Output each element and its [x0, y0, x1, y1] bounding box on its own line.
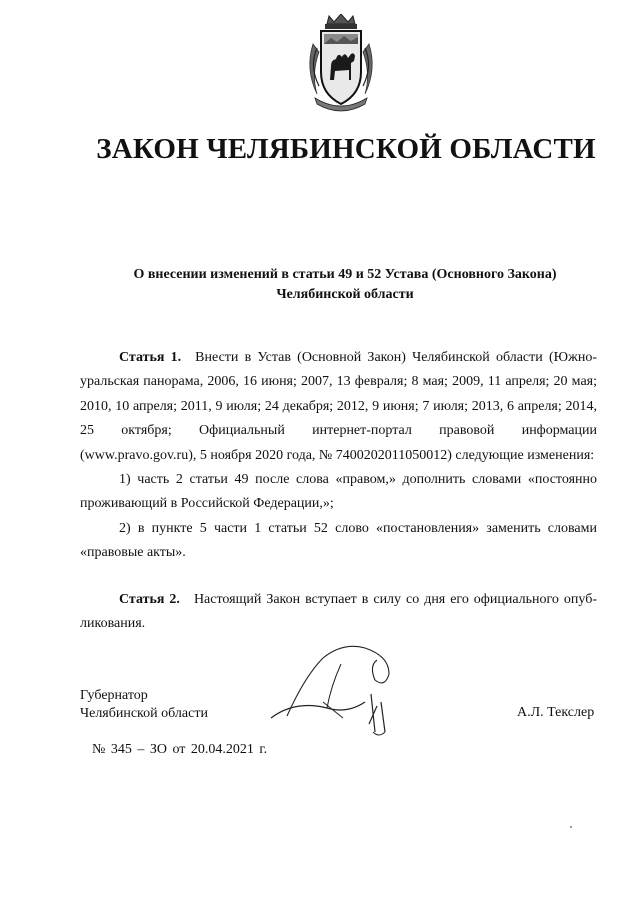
article-1 [80, 346, 597, 566]
signer-name: А.Л. Текслер [517, 705, 595, 720]
law-title: ЗАКОН ЧЕЛЯБИНСКОЙ ОБЛАСТИ [96, 133, 596, 165]
governor-line-2: Челябинской области [80, 706, 208, 721]
article-2-text: Настоящий Закон вступает в силу со дня его официального опуб-ликования. [80, 592, 597, 632]
article-2 [80, 588, 597, 637]
signature-icon [265, 636, 405, 746]
document-number: № 345 – ЗО от 20.04.2021 г. [92, 742, 268, 757]
article-1-intro [80, 346, 597, 468]
scan-speck [570, 826, 572, 828]
article-1-item-1: 1) часть 2 статьи 49 после слова «правом,» дополнить словами «постоянно проживающий в Российской Федерации,»; [80, 472, 597, 512]
subject-line-2: Челябинской области [276, 287, 414, 302]
law-subject [80, 265, 610, 305]
article-1-item-2: 2) в пункте 5 части 1 статьи 52 слово «постановления» заменить словами «правовые акты». [80, 520, 597, 561]
article-1-intro-text: Внести в Устав (Основной Закон) Челябинской области (Южно-уральская панорама, 2006, 16 июня; 2007, 13 февраля; 8 мая; 2009, 11 апреля; 20 мая; 2010, 10 апреля; 2011, 9 июля; 24 декабря; 2012, 9 июня; 7 июля; 2013, 6 апреля; 2014, 25 октября; Официальный интернет-портал правовой информации (www.pravo.gov.ru), 5 ноября 2020 года, № 7400202011050012) следующие изменения: [80, 350, 598, 463]
subject-line-1: О внесении изменений в статьи 49 и 52 Устава (Основного Закона) [133, 267, 557, 282]
article-1-label: Статья 1. [119, 350, 182, 365]
coat-of-arms-icon [301, 14, 381, 112]
governor-line-1: Губернатор [80, 688, 148, 703]
governor-title [80, 687, 208, 723]
article-2-paragraph [80, 588, 597, 637]
article-2-label: Статья 2. [119, 592, 180, 607]
